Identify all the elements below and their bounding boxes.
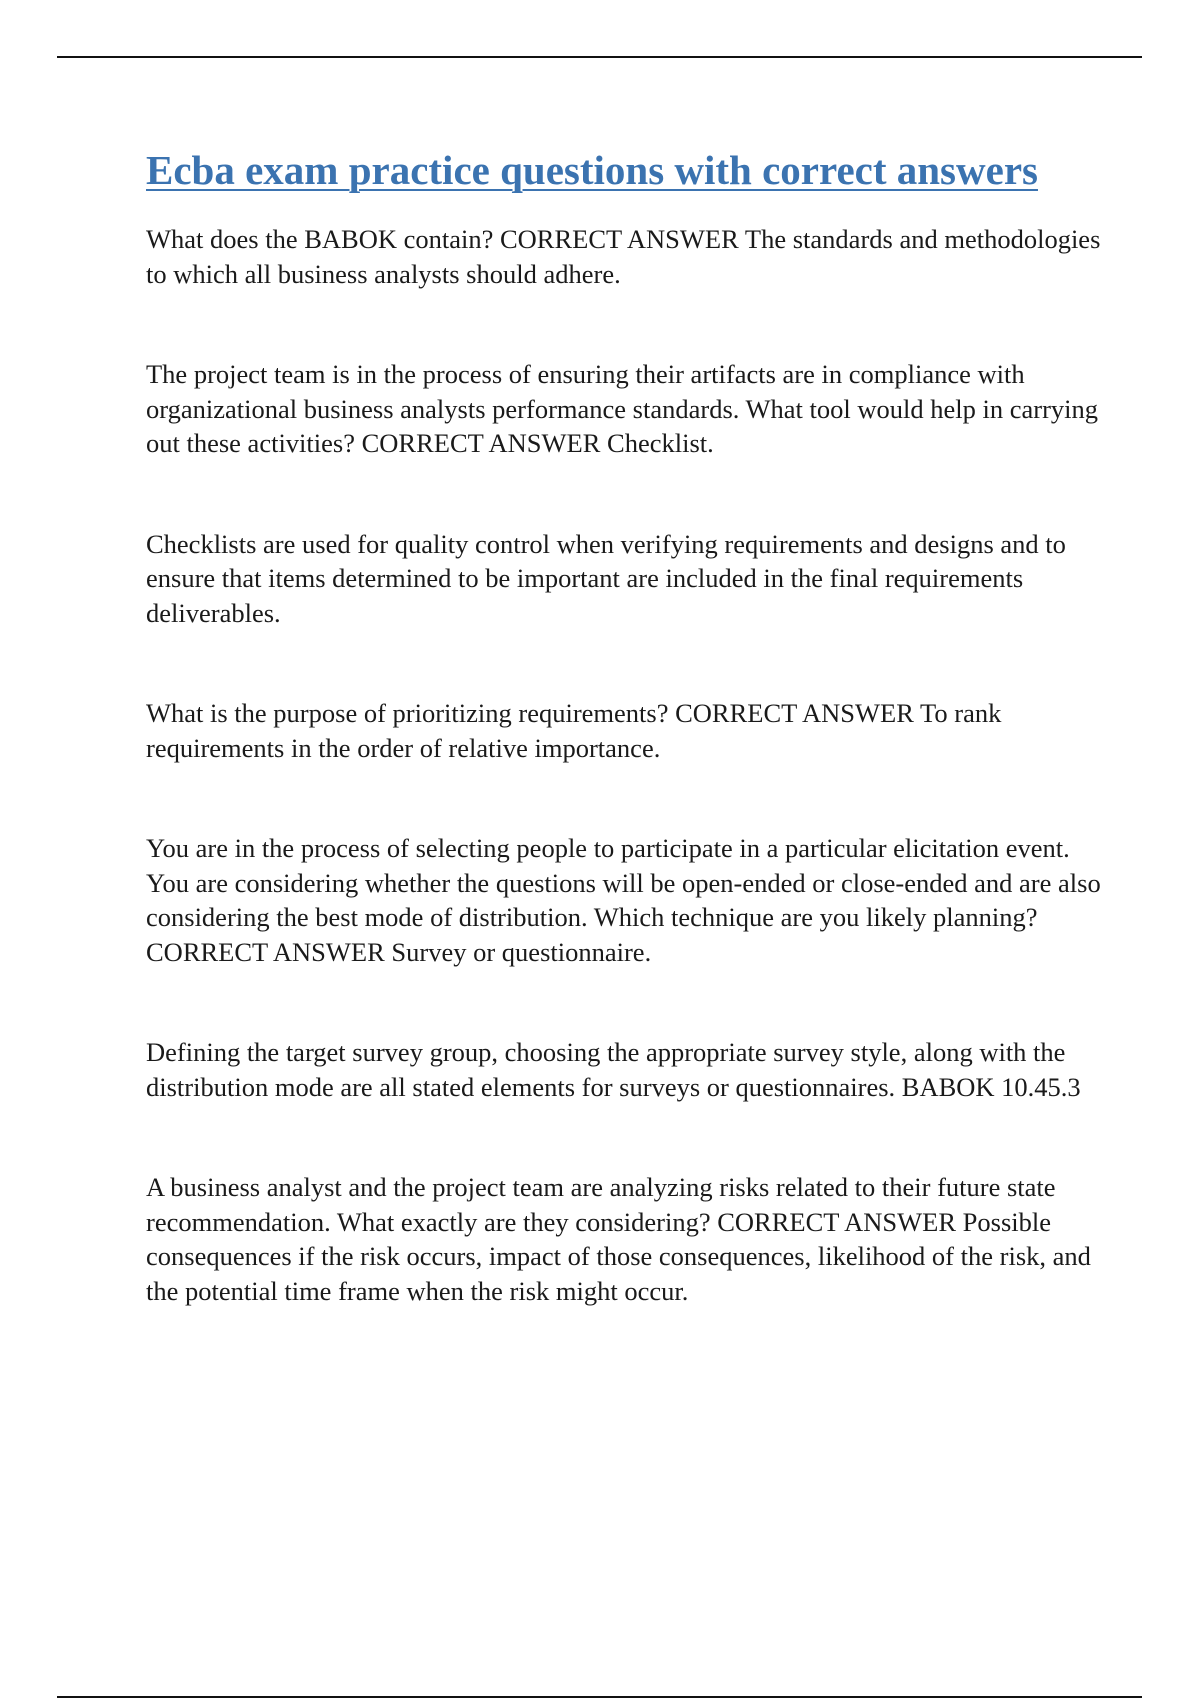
footer-rule: [57, 1696, 1142, 1698]
paragraph-checklist-question: The project team is in the process of ensuring their artifacts are in compliance with organizational business analysts performance standards. What tool would help in carrying out these activities? CORRECT ANSWER Checklist.: [146, 359, 1099, 458]
document-body: [146, 142, 1101, 1308]
paragraph-survey-explanation: Defining the target survey group, choosing the appropriate survey style, along with the distribution mode are all stated elements for surveys or questionnaires. BABOK 10.45.3: [146, 1037, 1081, 1102]
paragraph-spacer: [146, 630, 1101, 696]
paragraph-risk-question: A business analyst and the project team are analyzing risks related to their future state recommendation. What exactly are they considering? CORRECT ANSWER Possible consequences if the risk occurs, impact of those consequences, likelihood of the risk, and the potential time frame when the risk might occur.: [146, 1172, 1091, 1306]
paragraph-spacer: [146, 969, 1101, 1035]
paragraph-spacer: [146, 1104, 1101, 1170]
paragraph-prioritizing-question: What is the purpose of prioritizing requirements? CORRECT ANSWER To rank requirements in the order of relative importance.: [146, 698, 1002, 763]
paragraph-spacer: [146, 765, 1101, 831]
document-title: Ecba exam practice questions with correct answers: [146, 147, 1038, 193]
header-rule: [57, 56, 1142, 58]
paragraph-checklist-explanation: Checklists are used for quality control when verifying requirements and designs and to ensure that items determined to be important are included in the final requirements deliverables.: [146, 528, 1066, 628]
paragraph-babok-contents: What does the BABOK contain? CORRECT ANSWER The standards and methodologies to which all business analysts should adhere.: [146, 224, 1101, 289]
paragraph-spacer: [146, 291, 1101, 357]
paragraph-spacer: [146, 461, 1101, 527]
paragraph-survey-question: You are in the process of selecting people to participate in a particular elicitation event. You are considering whether the questions will be open-ended or close-ended and are also considering the best mode of distribution. Which technique are you likely planning? CORRECT ANSWER Survey or questionnaire.: [146, 833, 1101, 967]
